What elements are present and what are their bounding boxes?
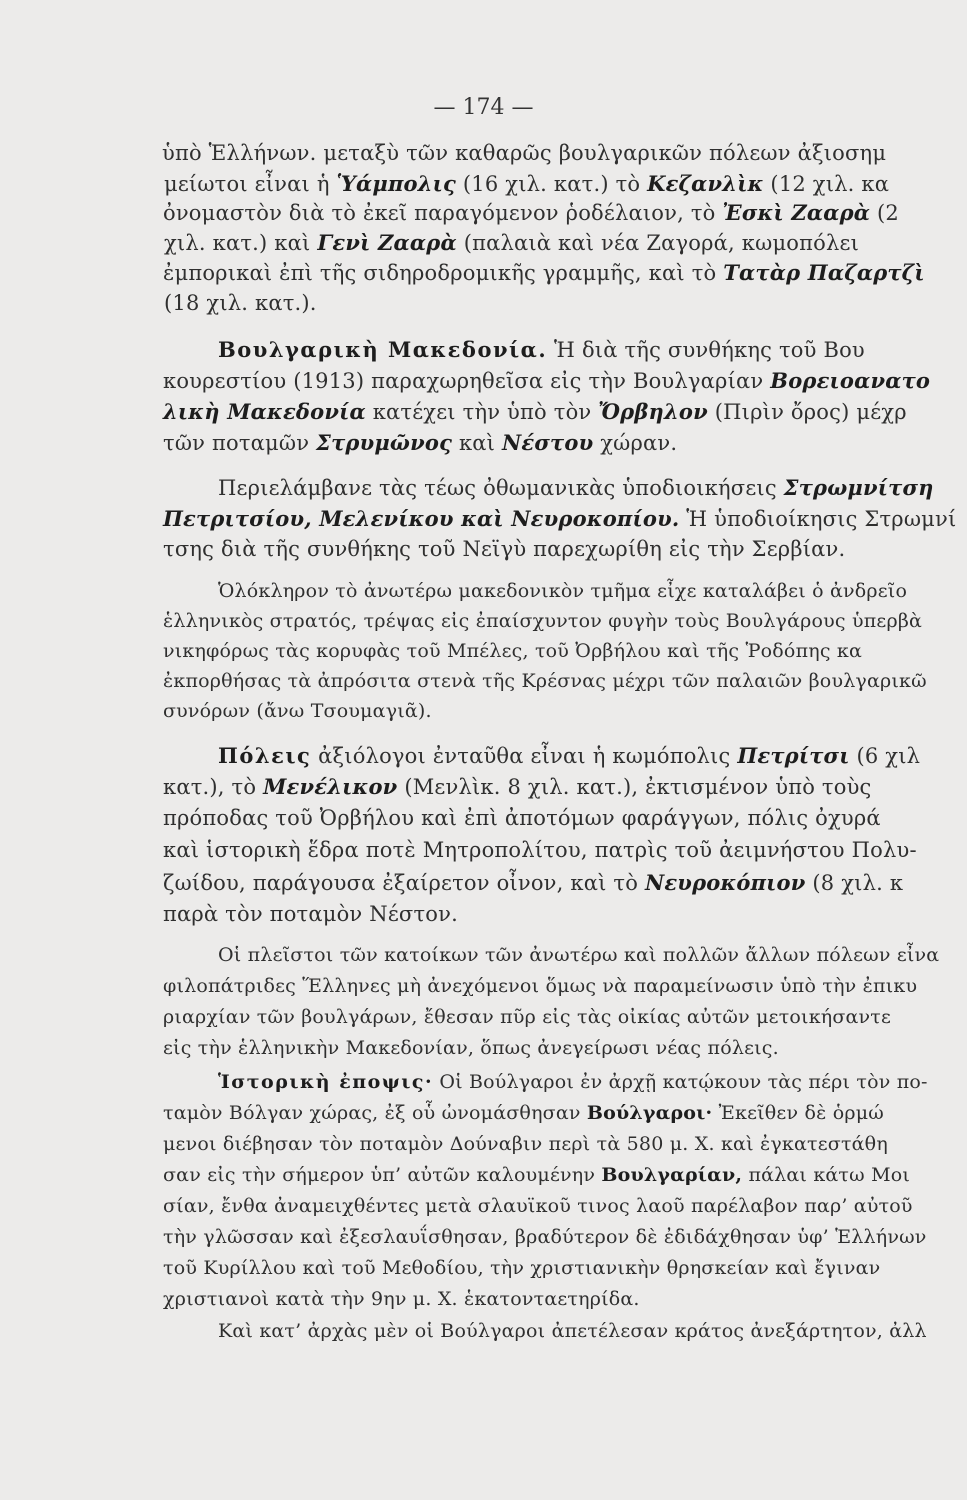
place-name: Στρωμνίτση bbox=[783, 475, 934, 500]
river-name: Νέστου bbox=[501, 430, 594, 455]
text-line: χιλ. κατ.) καὶ Γενὶ Ζααρὰ (παλαιὰ καὶ νέα Ζαγορά, κωμοπόλει bbox=[164, 230, 860, 255]
text-line: Περιελάμβανε τὰς τέως ὀθωμανικὰς ὑποδιοικήσεις Στρωμνίτση bbox=[218, 475, 934, 500]
place-name: Πετρίτσι bbox=[737, 743, 850, 768]
text-line: Ἱστορικὴ ἐποψις· Οἱ Βούλγαροι ἐν ἀρχῇ κατῴκουν τὰς πέρι τὸν πο- bbox=[218, 1071, 928, 1093]
text-line: τσης διὰ τῆς συνθήκης τοῦ Νεϊγὺ παρεχωρίθη εἰς τὴν Σερβίαν. bbox=[163, 537, 846, 561]
text-line: παρὰ τὸν ποταμὸν Νέστον. bbox=[163, 902, 458, 926]
section-heading: Πόλεις bbox=[218, 743, 312, 768]
place-names: Πετριτσίου, Μελενίκου καὶ Νευροκοπίου. bbox=[163, 506, 680, 531]
text-line: Οἱ πλεῖστοι τῶν κατοίκων τῶν ἀνωτέρω καὶ πολλῶν ἄλλων πόλεων εἶνα bbox=[218, 944, 940, 966]
text-line: λικὴ Μακεδονία κατέχει τὴν ὑπὸ τὸν Ὄρβηλον (Πιρὶν ὄρος) μέχρ bbox=[163, 399, 907, 424]
text-line: καὶ ἱστορικὴ ἕδρα ποτὲ Μητροπολίτου, πατρὶς τοῦ ἀειμνήστου Πολυ- bbox=[163, 838, 917, 862]
text-line: ὑπὸ Ἑλλήνων. μεταξὺ τῶν καθαρῶς βουλγαρικῶν πόλεων ἀξιοσημ bbox=[162, 141, 887, 165]
text-line: τὴν γλῶσσαν καὶ ἐξεσλαυΐσθησαν, βραδύτερον δὲ ἐδιδάχθησαν ὑφ’ Ἑλλήνων bbox=[163, 1226, 927, 1248]
region-name: λικὴ Μακεδονία bbox=[163, 399, 366, 424]
place-name: Γενὶ Ζααρὰ bbox=[317, 230, 457, 255]
text-line: ταμὸν Βόλγαν χώρας, ἐξ οὗ ὠνομάσθησαν Βούλγαροι· Ἐκεῖθεν δὲ ὁρμώ bbox=[163, 1102, 884, 1124]
text-line: Βουλγαρικὴ Μακεδονία. Ἡ διὰ τῆς συνθήκης τοῦ Βου bbox=[218, 337, 865, 362]
text-line: κατ.), τὸ Μενέλικον (Μενλὶκ. 8 χιλ. κατ.), ἐκτισμένον ὑπὸ τοὺς bbox=[163, 774, 872, 799]
text-line: νικηφόρως τὰς κορυφὰς τοῦ Μπέλες, τοῦ Ὀρβήλου καὶ τῆς Ῥοδόπης κα bbox=[163, 640, 863, 662]
people-name: Βούλγαροι· bbox=[586, 1102, 713, 1124]
section-heading: Βουλγαρικὴ Μακεδονία. bbox=[218, 337, 548, 362]
section-heading: Ἱστορικὴ ἐποψις· bbox=[218, 1071, 434, 1093]
text-line: φιλοπάτριδες Ἕλληνες μὴ ἀνεχόμενοι ὅμως νὰ παραμείνωσιν ὑπὸ τὴν ἐπικυ bbox=[163, 975, 918, 997]
text-line: συνόρων (ἄνω Τσουμαγιᾶ). bbox=[163, 700, 432, 722]
text-line: σαν εἰς τὴν σήμερον ὑπ’ αὐτῶν καλουμένην Βουλγαρίαν, πάλαι κάτω Μοι bbox=[163, 1164, 911, 1186]
place-name: Νευροκόπιον bbox=[644, 870, 806, 895]
text-line: ζωίδου, παράγουσα ἐξαίρετον οἶνον, καὶ τὸ Νευροκόπιον (8 χιλ. κ bbox=[163, 870, 904, 895]
text-line: ἐμπορικαὶ ἐπὶ τῆς σιδηροδρομικῆς γραμμῆς, καὶ τὸ Τατὰρ Παζαρτζὶ bbox=[163, 260, 925, 285]
text-line: κουρεστίου (1913) παραχωρηθεῖσα εἰς τὴν Βουλγαρίαν Βορειοανατο bbox=[163, 368, 931, 393]
text-line: εἰς τὴν ἑλληνικὴν Μακεδονίαν, ὅπως ἀνεγείρωσι νέας πόλεις. bbox=[163, 1037, 779, 1059]
text-line: μενοι διέβησαν τὸν ποταμὸν Δούναβιν περὶ τὰ 580 μ. Χ. καὶ ἐγκατεστάθη bbox=[163, 1133, 888, 1155]
text-line: (18 χιλ. κατ.). bbox=[164, 291, 317, 315]
page-number: — 174 — bbox=[433, 95, 534, 120]
mountain-name: Ὄρβηλον bbox=[598, 399, 708, 424]
region-name: Βορειοανατο bbox=[770, 368, 931, 393]
text-line: τῶν ποταμῶν Στρυμῶνος καὶ Νέστου χώραν. bbox=[163, 430, 678, 455]
place-name: Μενέλικον bbox=[263, 774, 398, 799]
place-name: Ἐσκὶ Ζααρὰ bbox=[722, 200, 871, 225]
text-line: χριστιανοὶ κατὰ τὴν 9ην μ. Χ. ἑκατονταετηρίδα. bbox=[163, 1288, 640, 1310]
text-line: Ὁλόκληρον τὸ ἀνωτέρω μακεδονικὸν τμῆμα εἶχε καταλάβει ὁ ἀνδρεῖο bbox=[218, 580, 908, 602]
text-line: Καὶ κατ’ ἀρχὰς μὲν οἱ Βούλγαροι ἀπετέλεσαν κράτος ἀνεξάρτητον, ἀλλ bbox=[218, 1320, 927, 1342]
place-name: Ὑάμπολις bbox=[336, 171, 457, 196]
text-line: Πετριτσίου, Μελενίκου καὶ Νευροκοπίου. Ἡ ὑποδιοίκησις Στρωμνί bbox=[163, 506, 957, 531]
text-line: ὀνομαστὸν διὰ τὸ ἐκεῖ παραγόμενον ῥοδέλαιον, τὸ Ἐσκὶ Ζααρὰ (2 bbox=[163, 200, 899, 225]
place-name: Τατὰρ Παζαρτζὶ bbox=[723, 260, 925, 285]
river-name: Στρυμῶνος bbox=[316, 430, 453, 455]
text-line: ριαρχίαν τῶν βουλγάρων, ἔθεσαν πῦρ εἰς τὰς οἰκίας αὐτῶν μετοικήσαντε bbox=[163, 1006, 892, 1028]
text-line: τοῦ Κυρίλλου καὶ τοῦ Μεθοδίου, τὴν χριστιανικὴν θρησκείαν καὶ ἔγιναν bbox=[163, 1257, 881, 1279]
text-line: Πόλεις ἀξιόλογοι ἐνταῦθα εἶναι ἡ κωμόπολις Πετρίτσι (6 χιλ bbox=[218, 743, 921, 768]
place-name: Κεζανλὶκ bbox=[647, 171, 764, 196]
text-line: σίαν, ἔνθα ἀναμειχθέντες μετὰ σλαυϊκοῦ τινος λαοῦ παρέλαβον παρ’ αὐτοῦ bbox=[163, 1195, 913, 1217]
text-line: ἐκπορθήσας τὰ ἀπρόσιτα στενὰ τῆς Κρέσνας μέχρι τῶν παλαιῶν βουλγαρικῶ bbox=[163, 670, 927, 692]
text-line: μείωτοι εἶναι ἡ Ὑάμπολις (16 χιλ. κατ.) τὸ Κεζανλὶκ (12 χιλ. κα bbox=[164, 171, 890, 196]
country-name: Βουλγαρίαν, bbox=[601, 1164, 743, 1186]
text-line: πρόποδας τοῦ Ὀρβήλου καὶ ἐπὶ ἀποτόμων φαράγγων, πόλις ὀχυρά bbox=[163, 806, 881, 830]
text-line: ἑλληνικὸς στρατός, τρέψας εἰς ἐπαίσχυντον φυγὴν τοὺς Βουλγάρους ὑπερβὰ bbox=[163, 610, 923, 632]
